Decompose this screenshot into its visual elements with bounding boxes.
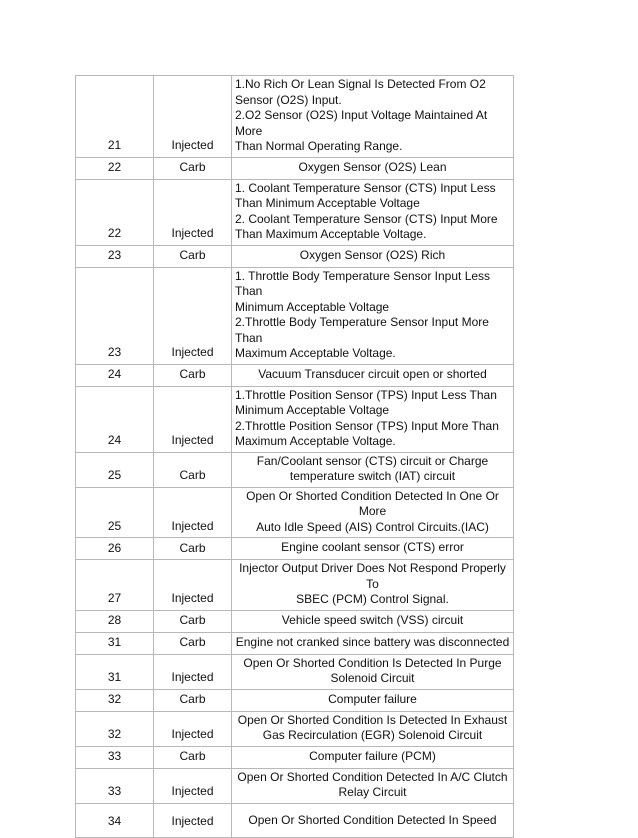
code-cell: 22 [76,157,154,179]
description-line: 2.Throttle Position Sensor (TPS) Input More Than [235,418,499,433]
description-line: Oxygen Sensor (O2S) Lean [298,159,447,174]
code-cell: 27 [76,560,154,611]
description-line: Sensor (O2S) Input. [235,92,342,107]
description-line: Than Maximum Acceptable Voltage. [235,227,427,241]
description-line: Minimum Acceptable Voltage [235,299,390,314]
description-line: Auto Idle Speed (AIS) Control Circuits.(IAC) [256,519,489,534]
system-type-cell: Injected [154,179,232,245]
description-cell [232,803,514,837]
description-cell [232,689,514,711]
table-row [76,487,514,538]
description-line: 1.No Rich Or Lean Signal Is Detected From O2 [235,77,486,91]
system-type-cell: Carb [154,689,232,711]
description-line: Relay Circuit [338,785,407,799]
description-line: Open Or Shorted Condition Detected In Speed [248,813,497,828]
system-type-cell: Carb [154,364,232,386]
system-type-cell: Carb [154,452,232,487]
description-cell [232,364,514,386]
system-type-cell: Injected [154,768,232,803]
trouble-code-table-body [76,76,514,838]
description-line: Engine not cranked since battery was disconnected [235,634,510,649]
system-type-cell: Injected [154,76,232,158]
description-line: 1. Coolant Temperature Sensor (CTS) Input Less [235,180,496,195]
table-row [76,386,514,452]
description-line: 2.Throttle Body Temperature Sensor Input More Than [235,315,489,345]
code-cell: 26 [76,538,154,560]
description-line: Computer failure [328,691,417,706]
description-line: Minimum Acceptable Voltage [235,403,390,417]
code-cell: 31 [76,654,154,689]
description-line: Open Or Shorted Condition Is Detected In Exhaust [237,712,508,727]
code-cell: 34 [76,803,154,837]
code-cell: 24 [76,386,154,452]
description-line: Vacuum Transducer circuit open or shorted [258,366,487,381]
system-type-cell: Carb [154,157,232,179]
description-line: Fan/Coolant sensor (CTS) circuit or Charge [256,453,489,468]
trouble-code-table [75,75,514,838]
system-type-cell: Carb [154,245,232,267]
description-cell [232,267,514,364]
description-line: Open Or Shorted Condition Detected In One Or More [246,488,499,518]
system-type-cell: Carb [154,610,232,632]
description-cell [232,768,514,803]
table-row [76,245,514,267]
table-row [76,452,514,487]
description-cell [232,245,514,267]
code-cell: 23 [76,245,154,267]
description-cell [232,538,514,560]
system-type-cell: Injected [154,487,232,538]
description-cell [232,654,514,689]
description-line: SBEC (PCM) Control Signal. [296,592,449,606]
code-cell: 33 [76,768,154,803]
system-type-cell: Injected [154,386,232,452]
table-row [76,157,514,179]
description-line: Engine coolant sensor (CTS) error [281,540,464,555]
description-line: Computer failure (PCM) [309,748,436,763]
description-line: Maximum Acceptable Voltage. [235,346,396,360]
table-row [76,654,514,689]
code-cell: 31 [76,632,154,654]
code-cell: 24 [76,364,154,386]
code-cell: 25 [76,452,154,487]
description-line: 1. Throttle Body Temperature Sensor Input Less Than [235,268,491,298]
description-cell [232,560,514,611]
description-line: Gas Recirculation (EGR) Solenoid Circuit [262,728,483,742]
system-type-cell: Carb [154,632,232,654]
description-cell [232,610,514,632]
table-row [76,632,514,654]
table-row [76,746,514,768]
code-cell: 28 [76,610,154,632]
table-row [76,267,514,364]
code-cell: 32 [76,689,154,711]
description-line: Solenoid Circuit [330,671,415,685]
table-row [76,179,514,245]
description-line: temperature switch (IAT) circuit [289,469,456,483]
description-line: Vehicle speed switch (VSS) circuit [281,612,464,627]
description-line: Open Or Shorted Condition Detected In A/C Clutch [237,769,508,784]
table-row [76,560,514,611]
system-type-cell: Carb [154,746,232,768]
description-cell [232,179,514,245]
description-cell [232,452,514,487]
table-row [76,610,514,632]
system-type-cell: Injected [154,267,232,364]
description-cell [232,711,514,746]
description-line: 2.O2 Sensor (O2S) Input Voltage Maintained At More [235,108,488,138]
table-row [76,711,514,746]
table-row [76,76,514,158]
description-cell [232,76,514,158]
description-line: 1.Throttle Position Sensor (TPS) Input Less Than [235,387,497,402]
system-type-cell: Injected [154,803,232,837]
description-cell [232,746,514,768]
description-line: Than Minimum Acceptable Voltage [235,196,420,210]
table-row [76,803,514,837]
code-cell: 21 [76,76,154,158]
description-line: Than Normal Operating Range. [235,139,403,153]
description-line: Maximum Acceptable Voltage. [235,434,396,448]
description-line: 2. Coolant Temperature Sensor (CTS) Input More [235,211,498,226]
description-cell [232,632,514,654]
code-cell: 23 [76,267,154,364]
description-cell [232,386,514,452]
code-cell: 22 [76,179,154,245]
system-type-cell: Injected [154,560,232,611]
system-type-cell: Carb [154,538,232,560]
code-cell: 25 [76,487,154,538]
description-line: Injector Output Driver Does Not Respond Properly To [239,561,506,591]
description-line: Open Or Shorted Condition Is Detected In Purge [243,655,502,670]
description-cell [232,487,514,538]
code-cell: 33 [76,746,154,768]
table-row [76,538,514,560]
system-type-cell: Injected [154,654,232,689]
table-row [76,689,514,711]
description-cell [232,157,514,179]
description-line: Oxygen Sensor (O2S) Rich [299,247,446,262]
system-type-cell: Injected [154,711,232,746]
table-row [76,768,514,803]
table-row [76,364,514,386]
code-cell: 32 [76,711,154,746]
